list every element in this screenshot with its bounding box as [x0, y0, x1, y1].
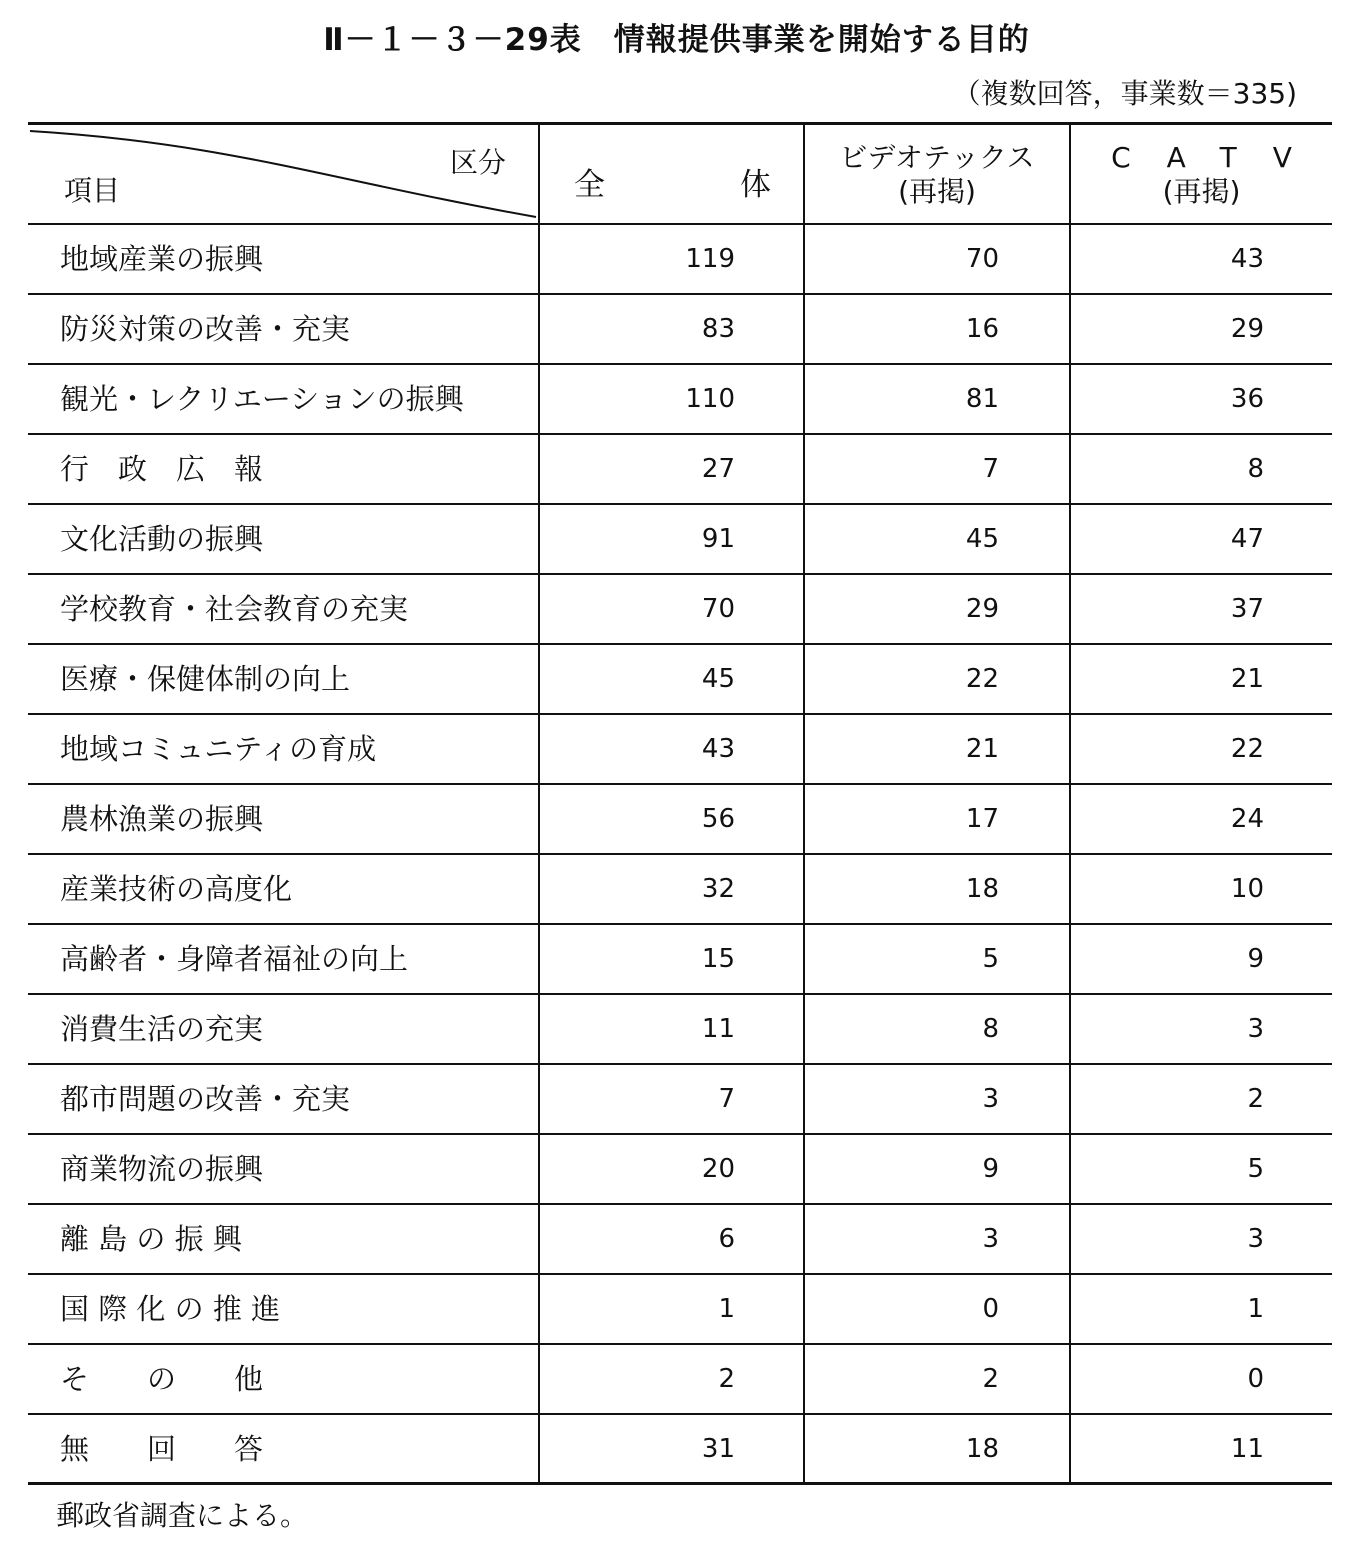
- row-total: 119: [538, 225, 803, 293]
- row-total: 83: [538, 295, 803, 363]
- row-total: 20: [538, 1135, 803, 1203]
- row-label: 国 際 化 の 推 進: [60, 1292, 281, 1326]
- row-videotex: 81: [803, 365, 1069, 433]
- header-koumoku: 項目: [64, 174, 121, 207]
- header-catv-sub: (再掲): [1162, 175, 1241, 208]
- row-videotex: 3: [803, 1205, 1069, 1273]
- row-label: 無 回 答: [60, 1432, 264, 1466]
- row-total: 27: [538, 435, 803, 503]
- table-row: [28, 1135, 1332, 1205]
- row-total: 43: [538, 715, 803, 783]
- row-total: 110: [538, 365, 803, 433]
- row-total: 15: [538, 925, 803, 993]
- row-label: そ の 他: [60, 1362, 264, 1396]
- row-label: 地域コミュニティの育成: [60, 732, 377, 766]
- row-catv: 3: [1069, 995, 1332, 1063]
- row-total: 11: [538, 995, 803, 1063]
- row-label: 商業物流の振興: [60, 1152, 264, 1186]
- table-title: Ⅱ－１－３－29表 情報提供事業を開始する目的: [323, 22, 1030, 58]
- row-total: 2: [538, 1345, 803, 1413]
- row-total: 7: [538, 1065, 803, 1133]
- row-total: 91: [538, 505, 803, 573]
- row-videotex: 8: [803, 995, 1069, 1063]
- row-videotex: 17: [803, 785, 1069, 853]
- row-label: 高齢者・身障者福祉の向上: [60, 942, 409, 976]
- table-row: [28, 435, 1332, 505]
- row-catv: 29: [1069, 295, 1332, 363]
- row-label: 農林漁業の振興: [60, 802, 264, 836]
- row-label: 都市問題の改善・充実: [60, 1082, 351, 1116]
- table-subtitle: （複数回答，事業数＝335): [952, 77, 1297, 110]
- row-label: 産業技術の高度化: [60, 872, 293, 906]
- row-videotex: 21: [803, 715, 1069, 783]
- row-videotex: 7: [803, 435, 1069, 503]
- row-total: 45: [538, 645, 803, 713]
- row-videotex: 2: [803, 1345, 1069, 1413]
- header-videotex-sub: (再掲): [898, 175, 976, 208]
- header-videotex-label: ビデオテックス: [839, 141, 1035, 174]
- source-note: 郵政省調査による。: [56, 1499, 309, 1532]
- row-catv: 3: [1069, 1205, 1332, 1273]
- row-catv: 21: [1069, 645, 1332, 713]
- row-total: 1: [538, 1275, 803, 1343]
- row-label: 観光・レクリエーションの振興: [60, 382, 464, 416]
- table-row: [28, 855, 1332, 925]
- header-kubun: 区分: [449, 146, 506, 179]
- row-videotex: 18: [803, 1415, 1069, 1483]
- table-body: [28, 225, 1332, 1485]
- row-catv: 5: [1069, 1135, 1332, 1203]
- row-label: 離 島 の 振 興: [60, 1222, 242, 1256]
- header-catv: [1069, 125, 1332, 223]
- table-row: [28, 715, 1332, 785]
- row-catv: 47: [1069, 505, 1332, 573]
- row-catv: 24: [1069, 785, 1332, 853]
- table-row: [28, 785, 1332, 855]
- table-row: [28, 925, 1332, 995]
- table-header: [28, 122, 1332, 225]
- row-total: 56: [538, 785, 803, 853]
- table-row: [28, 995, 1332, 1065]
- table-row: [28, 645, 1332, 715]
- row-videotex: 0: [803, 1275, 1069, 1343]
- row-catv: 10: [1069, 855, 1332, 923]
- table-row: [28, 1205, 1332, 1275]
- row-label: 防災対策の改善・充実: [60, 312, 351, 346]
- table-row: [28, 225, 1332, 295]
- row-videotex: 70: [803, 225, 1069, 293]
- table-row: [28, 575, 1332, 645]
- row-total: 70: [538, 575, 803, 643]
- row-catv: 36: [1069, 365, 1332, 433]
- row-catv: 9: [1069, 925, 1332, 993]
- header-catv-label: CATV: [1111, 141, 1328, 174]
- header-item-cell: [28, 125, 538, 223]
- table-row: [28, 365, 1332, 435]
- row-label: 行 政 広 報: [60, 452, 264, 486]
- row-catv: 1: [1069, 1275, 1332, 1343]
- row-catv: 2: [1069, 1065, 1332, 1133]
- row-label: 文化活動の振興: [60, 522, 264, 556]
- table-row: [28, 1275, 1332, 1345]
- row-videotex: 22: [803, 645, 1069, 713]
- row-catv: 11: [1069, 1415, 1332, 1483]
- table-row: [28, 505, 1332, 575]
- header-videotex: [803, 125, 1069, 223]
- table-row: [28, 1065, 1332, 1135]
- row-label: 消費生活の充実: [60, 1012, 264, 1046]
- row-videotex: 45: [803, 505, 1069, 573]
- row-catv: 22: [1069, 715, 1332, 783]
- row-total: 6: [538, 1205, 803, 1273]
- data-table: [28, 122, 1332, 1485]
- row-label: 医療・保健体制の向上: [60, 662, 351, 696]
- row-videotex: 5: [803, 925, 1069, 993]
- row-videotex: 29: [803, 575, 1069, 643]
- row-total: 32: [538, 855, 803, 923]
- header-total-part2: 体: [740, 167, 771, 203]
- row-catv: 37: [1069, 575, 1332, 643]
- table-row: [28, 1415, 1332, 1485]
- header-total-part1: 全: [574, 167, 605, 203]
- row-label: 学校教育・社会教育の充実: [60, 592, 409, 626]
- row-videotex: 3: [803, 1065, 1069, 1133]
- table-row: [28, 1345, 1332, 1415]
- row-catv: 8: [1069, 435, 1332, 503]
- row-catv: 0: [1069, 1345, 1332, 1413]
- header-total: [538, 125, 803, 223]
- table-row: [28, 295, 1332, 365]
- row-videotex: 16: [803, 295, 1069, 363]
- row-label: 地域産業の振興: [60, 242, 264, 276]
- row-videotex: 9: [803, 1135, 1069, 1203]
- row-total: 31: [538, 1415, 803, 1483]
- row-catv: 43: [1069, 225, 1332, 293]
- row-videotex: 18: [803, 855, 1069, 923]
